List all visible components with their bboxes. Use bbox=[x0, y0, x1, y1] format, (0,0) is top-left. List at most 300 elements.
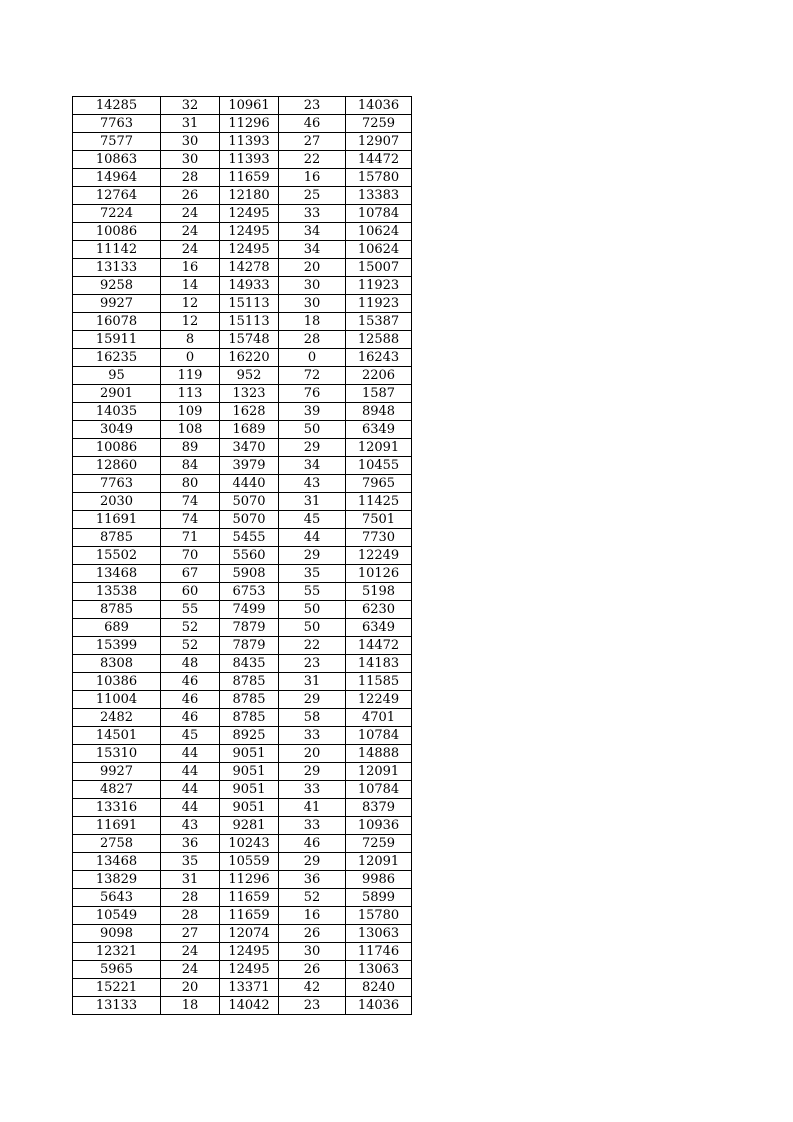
table-cell: 5908 bbox=[220, 565, 279, 583]
table-row bbox=[73, 853, 412, 871]
table-row bbox=[73, 907, 412, 925]
table-cell: 7499 bbox=[220, 601, 279, 619]
table-cell: 10624 bbox=[346, 241, 412, 259]
table-cell: 11393 bbox=[220, 151, 279, 169]
table-cell: 9051 bbox=[220, 745, 279, 763]
table-cell: 5198 bbox=[346, 583, 412, 601]
table-cell: 70 bbox=[161, 547, 220, 565]
table-cell: 12249 bbox=[346, 547, 412, 565]
table-cell: 8785 bbox=[73, 529, 161, 547]
table-cell: 3979 bbox=[220, 457, 279, 475]
table-row bbox=[73, 817, 412, 835]
table-cell: 30 bbox=[161, 151, 220, 169]
table-cell: 10784 bbox=[346, 205, 412, 223]
table-cell: 14278 bbox=[220, 259, 279, 277]
table-cell: 33 bbox=[279, 781, 346, 799]
table-cell: 13133 bbox=[73, 997, 161, 1015]
table-row bbox=[73, 709, 412, 727]
table-cell: 7965 bbox=[346, 475, 412, 493]
table-row bbox=[73, 259, 412, 277]
table-cell: 9927 bbox=[73, 295, 161, 313]
table-cell: 45 bbox=[161, 727, 220, 745]
table-cell: 10559 bbox=[220, 853, 279, 871]
table-row bbox=[73, 241, 412, 259]
table-row bbox=[73, 529, 412, 547]
table-cell: 13063 bbox=[346, 925, 412, 943]
table-row bbox=[73, 889, 412, 907]
table-cell: 119 bbox=[161, 367, 220, 385]
table-row bbox=[73, 835, 412, 853]
table-cell: 20 bbox=[161, 979, 220, 997]
table-cell: 35 bbox=[161, 853, 220, 871]
table-cell: 23 bbox=[279, 655, 346, 673]
table-cell: 8785 bbox=[220, 673, 279, 691]
table-cell: 12860 bbox=[73, 457, 161, 475]
table-cell: 29 bbox=[279, 763, 346, 781]
table-cell: 16 bbox=[161, 259, 220, 277]
table-cell: 8948 bbox=[346, 403, 412, 421]
table-cell: 36 bbox=[279, 871, 346, 889]
table-cell: 12588 bbox=[346, 331, 412, 349]
table-cell: 29 bbox=[279, 853, 346, 871]
table-cell: 12091 bbox=[346, 439, 412, 457]
table-cell: 18 bbox=[279, 313, 346, 331]
table-cell: 44 bbox=[279, 529, 346, 547]
table-cell: 12249 bbox=[346, 691, 412, 709]
table-cell: 9098 bbox=[73, 925, 161, 943]
table-cell: 13133 bbox=[73, 259, 161, 277]
table-cell: 58 bbox=[279, 709, 346, 727]
table-cell: 8 bbox=[161, 331, 220, 349]
table-row bbox=[73, 583, 412, 601]
table-row bbox=[73, 457, 412, 475]
table-cell: 12180 bbox=[220, 187, 279, 205]
table-row bbox=[73, 223, 412, 241]
table-row bbox=[73, 925, 412, 943]
table-cell: 14035 bbox=[73, 403, 161, 421]
table-cell: 28 bbox=[279, 331, 346, 349]
table-cell: 52 bbox=[161, 637, 220, 655]
table-cell: 89 bbox=[161, 439, 220, 457]
table-cell: 34 bbox=[279, 223, 346, 241]
table-cell: 30 bbox=[279, 943, 346, 961]
table-cell: 13468 bbox=[73, 565, 161, 583]
table-cell: 7259 bbox=[346, 115, 412, 133]
table-cell: 12495 bbox=[220, 943, 279, 961]
table-cell: 48 bbox=[161, 655, 220, 673]
table-cell: 11746 bbox=[346, 943, 412, 961]
table-cell: 10961 bbox=[220, 97, 279, 115]
table-cell: 31 bbox=[161, 115, 220, 133]
table-cell: 27 bbox=[279, 133, 346, 151]
table-row bbox=[73, 979, 412, 997]
table-cell: 12091 bbox=[346, 763, 412, 781]
table-cell: 13371 bbox=[220, 979, 279, 997]
table-row bbox=[73, 421, 412, 439]
table-cell: 13383 bbox=[346, 187, 412, 205]
table-cell: 28 bbox=[161, 169, 220, 187]
table-cell: 14183 bbox=[346, 655, 412, 673]
data-table bbox=[72, 96, 412, 1015]
table-cell: 29 bbox=[279, 439, 346, 457]
table-cell: 1323 bbox=[220, 385, 279, 403]
table-cell: 10243 bbox=[220, 835, 279, 853]
table-cell: 11585 bbox=[346, 673, 412, 691]
table-cell: 34 bbox=[279, 241, 346, 259]
table-cell: 14036 bbox=[346, 97, 412, 115]
table-cell: 2030 bbox=[73, 493, 161, 511]
table-cell: 8308 bbox=[73, 655, 161, 673]
table-cell: 10086 bbox=[73, 439, 161, 457]
table-cell: 71 bbox=[161, 529, 220, 547]
table-cell: 14285 bbox=[73, 97, 161, 115]
table-cell: 24 bbox=[161, 223, 220, 241]
table-row bbox=[73, 997, 412, 1015]
table-cell: 12907 bbox=[346, 133, 412, 151]
table-cell: 5643 bbox=[73, 889, 161, 907]
table-cell: 28 bbox=[161, 907, 220, 925]
table-cell: 55 bbox=[161, 601, 220, 619]
table-cell: 15113 bbox=[220, 295, 279, 313]
table-cell: 7879 bbox=[220, 637, 279, 655]
table-cell: 2758 bbox=[73, 835, 161, 853]
table-cell: 60 bbox=[161, 583, 220, 601]
table-cell: 11923 bbox=[346, 295, 412, 313]
table-cell: 14933 bbox=[220, 277, 279, 295]
table-cell: 11296 bbox=[220, 871, 279, 889]
table-cell: 46 bbox=[279, 115, 346, 133]
table-cell: 15113 bbox=[220, 313, 279, 331]
table-cell: 22 bbox=[279, 151, 346, 169]
table-cell: 14042 bbox=[220, 997, 279, 1015]
table-cell: 50 bbox=[279, 619, 346, 637]
table-row bbox=[73, 673, 412, 691]
table-cell: 22 bbox=[279, 637, 346, 655]
table-cell: 95 bbox=[73, 367, 161, 385]
table-cell: 52 bbox=[161, 619, 220, 637]
table-cell: 9986 bbox=[346, 871, 412, 889]
table-cell: 16 bbox=[279, 907, 346, 925]
table-cell: 25 bbox=[279, 187, 346, 205]
table-cell: 46 bbox=[161, 709, 220, 727]
table-cell: 26 bbox=[161, 187, 220, 205]
table-cell: 27 bbox=[161, 925, 220, 943]
table-cell: 113 bbox=[161, 385, 220, 403]
table-cell: 8379 bbox=[346, 799, 412, 817]
table-cell: 7577 bbox=[73, 133, 161, 151]
table-cell: 4440 bbox=[220, 475, 279, 493]
table-cell: 50 bbox=[279, 601, 346, 619]
table-cell: 14 bbox=[161, 277, 220, 295]
table-cell: 14888 bbox=[346, 745, 412, 763]
table-cell: 13468 bbox=[73, 853, 161, 871]
table-cell: 46 bbox=[161, 673, 220, 691]
table-cell: 15911 bbox=[73, 331, 161, 349]
table-cell: 33 bbox=[279, 817, 346, 835]
table-cell: 11142 bbox=[73, 241, 161, 259]
table-cell: 12321 bbox=[73, 943, 161, 961]
table-cell: 29 bbox=[279, 547, 346, 565]
table-cell: 7763 bbox=[73, 115, 161, 133]
table-cell: 20 bbox=[279, 259, 346, 277]
table-cell: 11659 bbox=[220, 907, 279, 925]
table-row bbox=[73, 961, 412, 979]
table-cell: 23 bbox=[279, 997, 346, 1015]
table-row bbox=[73, 943, 412, 961]
table-row bbox=[73, 547, 412, 565]
table-row bbox=[73, 493, 412, 511]
table-cell: 15387 bbox=[346, 313, 412, 331]
table-cell: 1587 bbox=[346, 385, 412, 403]
table-cell: 10386 bbox=[73, 673, 161, 691]
table-cell: 11691 bbox=[73, 511, 161, 529]
table-cell: 31 bbox=[279, 493, 346, 511]
table-row bbox=[73, 565, 412, 583]
table-cell: 15399 bbox=[73, 637, 161, 655]
table-cell: 74 bbox=[161, 493, 220, 511]
table-cell: 43 bbox=[161, 817, 220, 835]
table-cell: 952 bbox=[220, 367, 279, 385]
table-cell: 13829 bbox=[73, 871, 161, 889]
table-cell: 76 bbox=[279, 385, 346, 403]
table-cell: 7879 bbox=[220, 619, 279, 637]
table-cell: 16078 bbox=[73, 313, 161, 331]
table-cell: 2482 bbox=[73, 709, 161, 727]
table-cell: 26 bbox=[279, 961, 346, 979]
table-cell: 26 bbox=[279, 925, 346, 943]
table-row bbox=[73, 403, 412, 421]
table-cell: 24 bbox=[161, 943, 220, 961]
table-cell: 46 bbox=[161, 691, 220, 709]
table-cell: 6230 bbox=[346, 601, 412, 619]
table-row bbox=[73, 151, 412, 169]
table-cell: 10936 bbox=[346, 817, 412, 835]
table-cell: 74 bbox=[161, 511, 220, 529]
table-cell: 28 bbox=[161, 889, 220, 907]
table-cell: 12 bbox=[161, 295, 220, 313]
table-cell: 50 bbox=[279, 421, 346, 439]
table-cell: 15007 bbox=[346, 259, 412, 277]
table-cell: 18 bbox=[161, 997, 220, 1015]
table-cell: 15502 bbox=[73, 547, 161, 565]
table-row bbox=[73, 295, 412, 313]
table-row bbox=[73, 475, 412, 493]
table-cell: 10624 bbox=[346, 223, 412, 241]
table-row bbox=[73, 691, 412, 709]
table-cell: 8785 bbox=[220, 691, 279, 709]
table-cell: 2901 bbox=[73, 385, 161, 403]
table-row bbox=[73, 97, 412, 115]
table-cell: 84 bbox=[161, 457, 220, 475]
table-cell: 11004 bbox=[73, 691, 161, 709]
table-cell: 10126 bbox=[346, 565, 412, 583]
table-row bbox=[73, 331, 412, 349]
table-cell: 30 bbox=[279, 277, 346, 295]
table-cell: 1689 bbox=[220, 421, 279, 439]
table-cell: 20 bbox=[279, 745, 346, 763]
table-row bbox=[73, 187, 412, 205]
table-cell: 9258 bbox=[73, 277, 161, 295]
table-row bbox=[73, 637, 412, 655]
table-cell: 24 bbox=[161, 961, 220, 979]
table-cell: 14472 bbox=[346, 637, 412, 655]
table-cell: 10863 bbox=[73, 151, 161, 169]
table-cell: 13538 bbox=[73, 583, 161, 601]
table-row bbox=[73, 385, 412, 403]
table-cell: 32 bbox=[161, 97, 220, 115]
table-cell: 4827 bbox=[73, 781, 161, 799]
table-cell: 13063 bbox=[346, 961, 412, 979]
table-cell: 8435 bbox=[220, 655, 279, 673]
table-cell: 5965 bbox=[73, 961, 161, 979]
table-cell: 14964 bbox=[73, 169, 161, 187]
table-cell: 3049 bbox=[73, 421, 161, 439]
table-cell: 9051 bbox=[220, 781, 279, 799]
table-cell: 11425 bbox=[346, 493, 412, 511]
table-cell: 15780 bbox=[346, 907, 412, 925]
table-cell: 11296 bbox=[220, 115, 279, 133]
table-cell: 16243 bbox=[346, 349, 412, 367]
table-cell: 15221 bbox=[73, 979, 161, 997]
table-cell: 29 bbox=[279, 691, 346, 709]
table-cell: 35 bbox=[279, 565, 346, 583]
table-cell: 14472 bbox=[346, 151, 412, 169]
table-cell: 12495 bbox=[220, 961, 279, 979]
table-row bbox=[73, 799, 412, 817]
table-row bbox=[73, 619, 412, 637]
table-cell: 31 bbox=[279, 673, 346, 691]
table-cell: 10549 bbox=[73, 907, 161, 925]
table-cell: 36 bbox=[161, 835, 220, 853]
table-row bbox=[73, 349, 412, 367]
table-cell: 15310 bbox=[73, 745, 161, 763]
table-cell: 80 bbox=[161, 475, 220, 493]
table-row bbox=[73, 313, 412, 331]
table-cell: 9281 bbox=[220, 817, 279, 835]
table-row bbox=[73, 763, 412, 781]
table-cell: 23 bbox=[279, 97, 346, 115]
table-cell: 55 bbox=[279, 583, 346, 601]
table-cell: 689 bbox=[73, 619, 161, 637]
table-cell: 2206 bbox=[346, 367, 412, 385]
table-cell: 30 bbox=[279, 295, 346, 313]
table-cell: 33 bbox=[279, 205, 346, 223]
table-cell: 34 bbox=[279, 457, 346, 475]
table-cell: 8240 bbox=[346, 979, 412, 997]
table-row bbox=[73, 745, 412, 763]
table-cell: 16 bbox=[279, 169, 346, 187]
table-cell: 0 bbox=[161, 349, 220, 367]
table-cell: 16220 bbox=[220, 349, 279, 367]
table-cell: 45 bbox=[279, 511, 346, 529]
table-cell: 52 bbox=[279, 889, 346, 907]
table-cell: 12495 bbox=[220, 223, 279, 241]
table-cell: 5560 bbox=[220, 547, 279, 565]
table-cell: 5070 bbox=[220, 493, 279, 511]
table-cell: 9051 bbox=[220, 763, 279, 781]
table-cell: 7730 bbox=[346, 529, 412, 547]
table-cell: 7259 bbox=[346, 835, 412, 853]
table-cell: 14036 bbox=[346, 997, 412, 1015]
table-cell: 5899 bbox=[346, 889, 412, 907]
table-row bbox=[73, 781, 412, 799]
table-row bbox=[73, 277, 412, 295]
table-cell: 12495 bbox=[220, 205, 279, 223]
table-cell: 108 bbox=[161, 421, 220, 439]
table-cell: 109 bbox=[161, 403, 220, 421]
table-cell: 67 bbox=[161, 565, 220, 583]
table-cell: 1628 bbox=[220, 403, 279, 421]
table-cell: 41 bbox=[279, 799, 346, 817]
table-cell: 44 bbox=[161, 781, 220, 799]
table-cell: 14501 bbox=[73, 727, 161, 745]
table-cell: 12 bbox=[161, 313, 220, 331]
table-row bbox=[73, 655, 412, 673]
spreadsheet-page bbox=[72, 96, 412, 1015]
table-row bbox=[73, 205, 412, 223]
table-cell: 12764 bbox=[73, 187, 161, 205]
table-cell: 39 bbox=[279, 403, 346, 421]
table-cell: 24 bbox=[161, 241, 220, 259]
table-cell: 72 bbox=[279, 367, 346, 385]
table-cell: 11393 bbox=[220, 133, 279, 151]
table-body bbox=[73, 97, 412, 1015]
table-cell: 33 bbox=[279, 727, 346, 745]
table-row bbox=[73, 727, 412, 745]
table-cell: 43 bbox=[279, 475, 346, 493]
table-cell: 3470 bbox=[220, 439, 279, 457]
table-cell: 11923 bbox=[346, 277, 412, 295]
table-cell: 6349 bbox=[346, 619, 412, 637]
table-cell: 24 bbox=[161, 205, 220, 223]
table-row bbox=[73, 367, 412, 385]
table-cell: 44 bbox=[161, 799, 220, 817]
table-cell: 7763 bbox=[73, 475, 161, 493]
table-cell: 31 bbox=[161, 871, 220, 889]
table-cell: 10784 bbox=[346, 781, 412, 799]
table-cell: 15748 bbox=[220, 331, 279, 349]
table-cell: 12495 bbox=[220, 241, 279, 259]
table-cell: 44 bbox=[161, 745, 220, 763]
table-cell: 6349 bbox=[346, 421, 412, 439]
table-row bbox=[73, 601, 412, 619]
table-cell: 5455 bbox=[220, 529, 279, 547]
table-cell: 10086 bbox=[73, 223, 161, 241]
table-cell: 5070 bbox=[220, 511, 279, 529]
table-cell: 8785 bbox=[73, 601, 161, 619]
table-cell: 46 bbox=[279, 835, 346, 853]
table-row bbox=[73, 439, 412, 457]
table-cell: 11659 bbox=[220, 889, 279, 907]
table-cell: 16235 bbox=[73, 349, 161, 367]
table-cell: 7224 bbox=[73, 205, 161, 223]
table-row bbox=[73, 133, 412, 151]
table-cell: 9927 bbox=[73, 763, 161, 781]
table-cell: 15780 bbox=[346, 169, 412, 187]
table-cell: 11691 bbox=[73, 817, 161, 835]
table-cell: 0 bbox=[279, 349, 346, 367]
table-cell: 30 bbox=[161, 133, 220, 151]
table-cell: 11659 bbox=[220, 169, 279, 187]
table-cell: 13316 bbox=[73, 799, 161, 817]
table-cell: 6753 bbox=[220, 583, 279, 601]
table-cell: 12074 bbox=[220, 925, 279, 943]
table-row bbox=[73, 871, 412, 889]
table-cell: 10455 bbox=[346, 457, 412, 475]
table-cell: 42 bbox=[279, 979, 346, 997]
table-row bbox=[73, 169, 412, 187]
table-cell: 4701 bbox=[346, 709, 412, 727]
